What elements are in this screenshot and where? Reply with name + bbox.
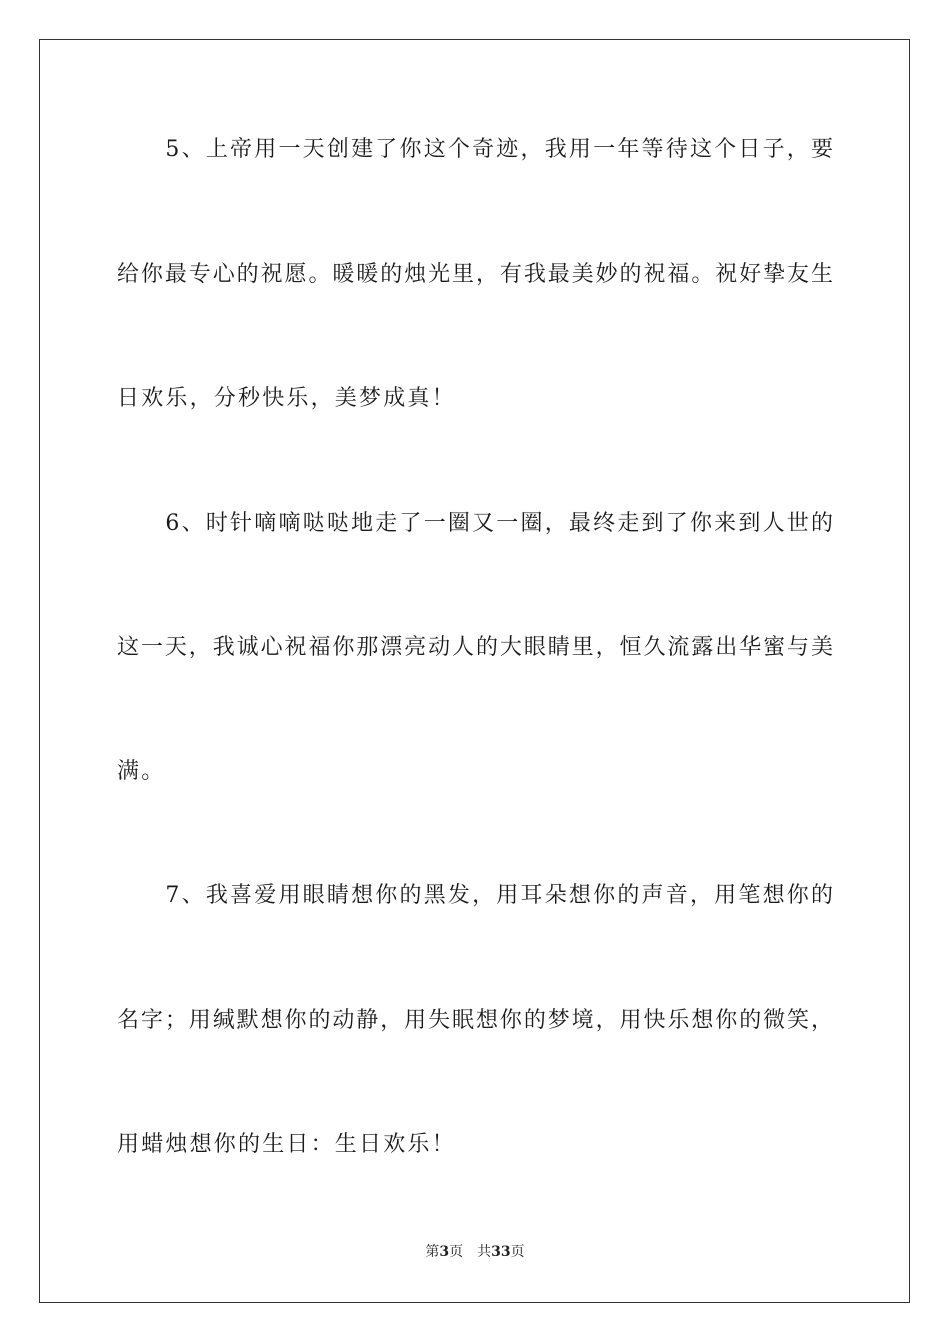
- page-footer: [0, 1243, 950, 1261]
- footer-page-suffix: 页: [510, 1244, 525, 1260]
- text-line-6: 满。: [117, 759, 166, 784]
- text-line-2: 给你最专心的祝愿。暖暖的烛光里，有我最美妙的祝福。祝好挚友生: [117, 262, 833, 287]
- footer-page-mid: 页 共: [449, 1244, 492, 1260]
- footer-page-prefix: 第: [425, 1244, 440, 1260]
- text-line-1: 5、上帝用一天创建了你这个奇迹，我用一年等待这个日子，要: [117, 137, 833, 162]
- footer-page-current: 3: [439, 1244, 450, 1260]
- page-border: [39, 39, 910, 1303]
- text-line-5: 这一天，我诚心祝福你那漂亮动人的大眼睛里，恒久流露出华蜜与美: [117, 635, 833, 660]
- text-line-7: 7、我喜爱用眼睛想你的黑发，用耳朵想你的声音，用笔想你的: [117, 883, 833, 908]
- text-line-8: 名字；用缄默想你的动静，用失眠想你的梦境，用快乐想你的微笑，: [117, 1008, 833, 1033]
- text-line-4: 6、时针嘀嘀哒哒地走了一圈又一圈，最终走到了你来到人世的: [117, 511, 833, 536]
- footer-page-total: 33: [491, 1244, 511, 1260]
- text-line-9: 用蜡烛想你的生日：生日欢乐！: [117, 1132, 456, 1157]
- text-line-3: 日欢乐，分秒快乐，美梦成真！: [117, 386, 456, 411]
